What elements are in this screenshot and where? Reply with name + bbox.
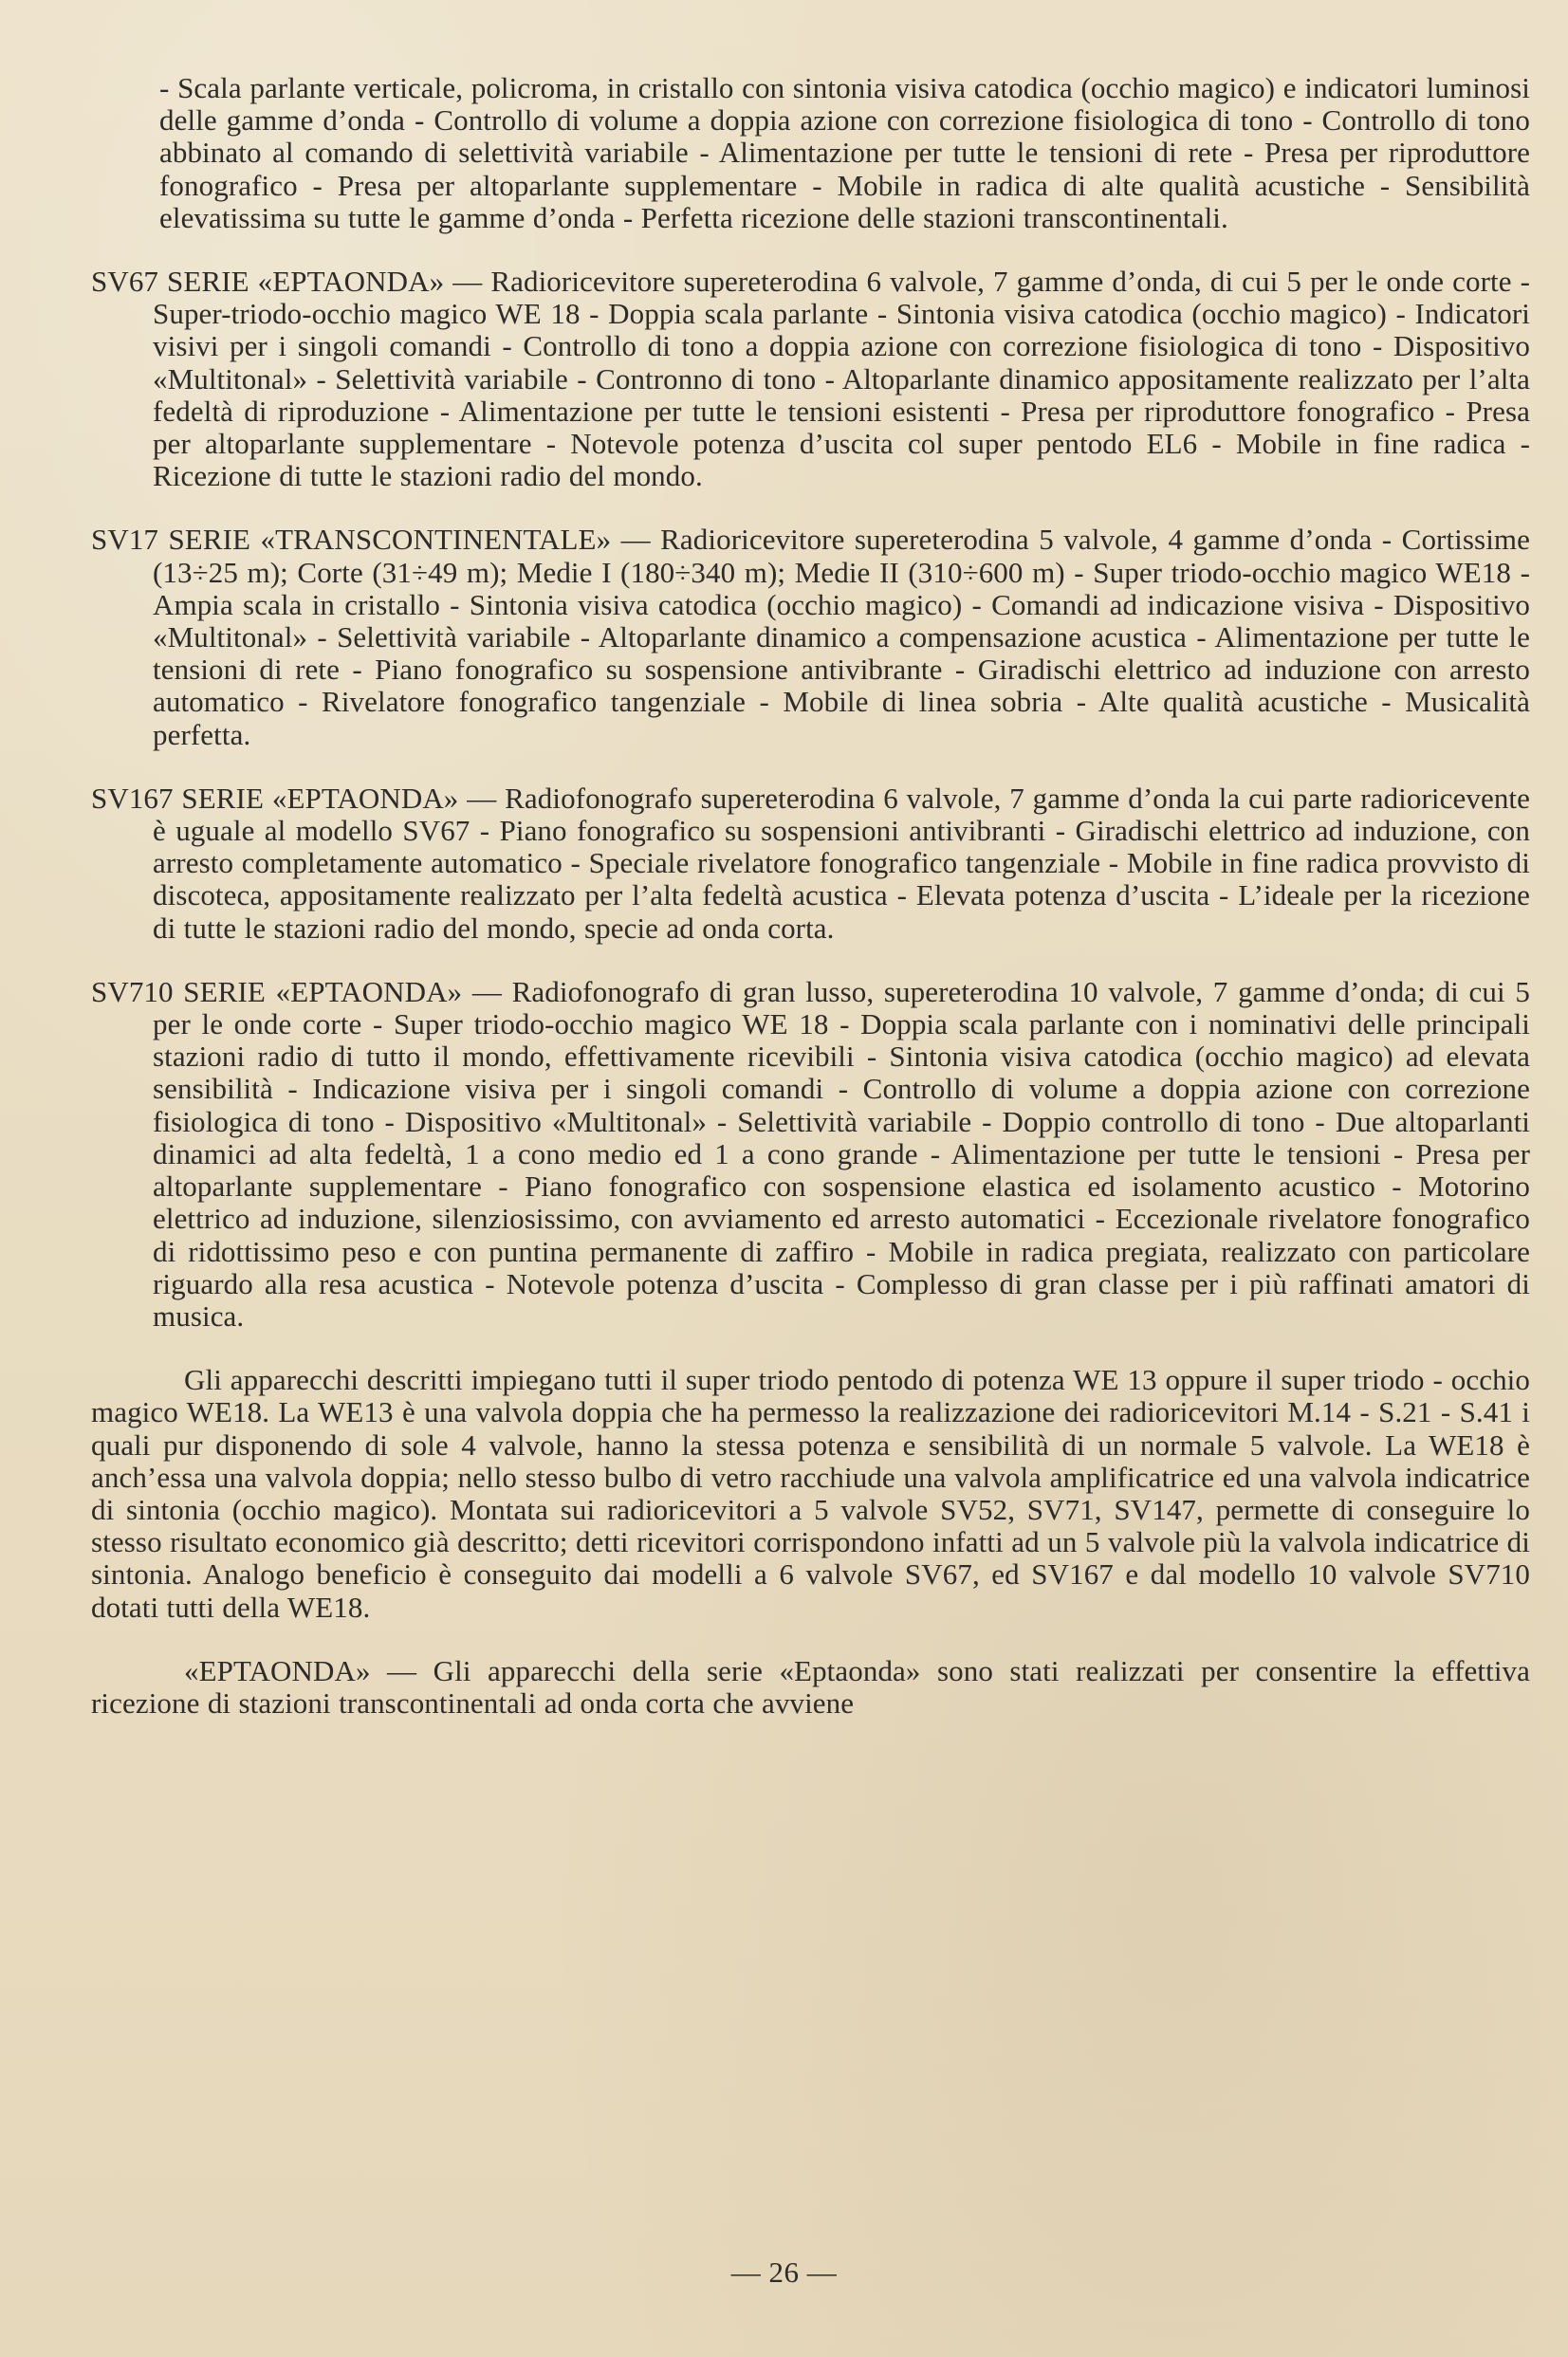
sv167-text: SV167 SERIE «EPTAONDA» — Radiofonografo supereterodina 6 valvole, 7 gamme d’onda la cui parte radioricevente è uguale al modello SV67 - Piano fonografico su sospensioni antivibranti - Giradischi elettrico ad induzione, con arresto completamente automatico - Speciale rivelatore fonografico tangenziale - Mobile in fine radica provvisto di discoteca, appositamente realizzato per l’alta fedeltà acustica - Elevata potenza d’uscita - L’ideale per la ricezione di tutte le stazioni radio del mondo, specie ad onda corta. [91,781,1530,945]
sv710-text: SV710 SERIE «EPTAONDA» — Radiofonografo di gran lusso, supereterodina 10 valvole, 7 gamme d’onda; di cui 5 per le onde corte - Super triodo-occhio magico WE 18 - Doppia scala parlante con i nominativi delle principali stazioni radio di tutto il mondo, effettivamente ricevibili - Sintonia visiva catodica (occhio magico) ad elevata sensibilità - Indicazione visiva per i singoli comandi - Controllo di volume a doppia azione con correzione fisiologica di tono - Dispositivo «Multitonal» - Selettività variabile - Doppio controllo di tono - Due altoparlanti dinamici ad alta fedeltà, 1 a cono medio ed 1 a cono grande - Alimentazione per tutte le tensioni - Presa per altoparlante supplementare - Piano fonografico con sospensione elastica ed isolamento acustico - Motorino elettrico ad induzione, silenziosissimo, con avviamento ed arresto automatici - Eccezionale rivelatore fonografico di ridottissimo peso e con puntina permanente di zaffiro - Mobile in radica pregiata, realizzato con particolare riguardo alla resa acustica - Notevole potenza d’uscita - Complesso di gran classe per i più raffinati amatori di musica. [91,974,1530,1333]
sv710-paragraph [91,976,1530,1333]
sv67-paragraph [91,266,1530,492]
page-content [91,72,1530,1751]
sv67-text: SV67 SERIE «EPTAONDA» — Radioricevitore supereterodina 6 valvole, 7 gamme d’onda, di cui 5 per le onde corte - Super-triodo-occhio magico WE 18 - Doppia scala parlante - Sintonia visiva catodica (occhio magico) - Indicatori visivi per i singoli comandi - Controllo di tono a doppia azione con correzione fisiologica di tono - Dispositivo «Multitonal» - Selettività variabile - Contronno di tono - Altoparlante dinamico appositamente realizzato per l’alta fedeltà di riproduzione - Alimentazione per tutte le tensioni esistenti - Presa per riproduttore fonografico - Presa per altoparlante supplementare - Notevole potenza d’uscita col super pentodo EL6 - Mobile in fine radica - Ricezione di tutte le stazioni radio del mondo. [91,265,1530,493]
valves-text: Gli apparecchi descritti impiegano tutti il super triodo pentodo di potenza WE 13 oppure il super triodo - occhio magico WE18. La WE13 è una valvola doppia che ha permesso la realizzazione dei radioricevitori M.14 - S.21 - S.41 i quali pur disponendo di sole 4 valvole, hanno la stessa potenza e sensibilità di un normale 5 valvole. La WE18 è anch’essa una valvola doppia; nello stesso bulbo di vetro racchiude una valvola amplificatrice ed una valvola indicatrice di sintonia (occhio magico). Montata sui radioricevitori a 5 valvole SV52, SV71, SV147, permette di conseguire lo stesso risultato economico già descritto; detti ricevitori corrispondono infatti ad un 5 valvole più la valvola indicatrice di sintonia. Analogo beneficio è conseguito dai modelli a 6 valvole SV67, ed SV167 e dal modello 10 valvole SV710 dotati tutti della WE18. [91,1363,1530,1624]
sv17-paragraph [91,524,1530,750]
eptaonda-paragraph [91,1655,1530,1720]
valves-paragraph [91,1364,1530,1624]
sv167-paragraph [91,783,1530,945]
sv17-text: SV17 SERIE «TRANSCONTINENTALE» — Radioricevitore supereterodina 5 valvole, 4 gamme d’onda - Cortissime (13÷25 m); Corte (31÷49 m); Medie I (180÷340 m); Medie II (310÷600 m) - Super triodo-occhio magico WE18 - Ampia scala in cristallo - Sintonia visiva catodica (occhio magico) - Comandi ad indicazione visiva - Dispositivo «Multitonal» - Selettività variabile - Altoparlante dinamico a compensazione acustica - Alimentazione per tutte le tensioni di rete - Piano fonografico su sospensione antivibrante - Giradischi elettrico ad induzione con arresto automatico - Rivelatore fonografico tangenziale - Mobile di linea sobria - Alte qualità acustiche - Musicalità perfetta. [91,523,1530,751]
eptaonda-text: «EPTAONDA» — Gli apparecchi della serie «Eptaonda» sono stati realizzati per consentire la effettiva ricezione di stazioni transcontinentali ad onda corta che avviene [91,1653,1530,1720]
intro-paragraph [91,72,1530,234]
intro-text: - Scala parlante verticale, policroma, in cristallo con sintonia visiva catodica (occhio magico) e indicatori luminosi delle gamme d’onda - Controllo di volume a doppia azione con correzione fisiologica di tono - Controllo di tono abbinato al comando di selettività variabile - Alimentazione per tutte le tensioni di rete - Presa per riproduttore fonografico - Presa per altoparlante supplementare - Mobile in radica di alte qualità acustiche - Sensibilità elevatissima su tutte le gamme d’onda - Perfetta ricezione delle stazioni transcontinentali. [159,71,1530,234]
page-number: — 26 — [730,2256,838,2289]
page-footer [0,2256,1568,2289]
